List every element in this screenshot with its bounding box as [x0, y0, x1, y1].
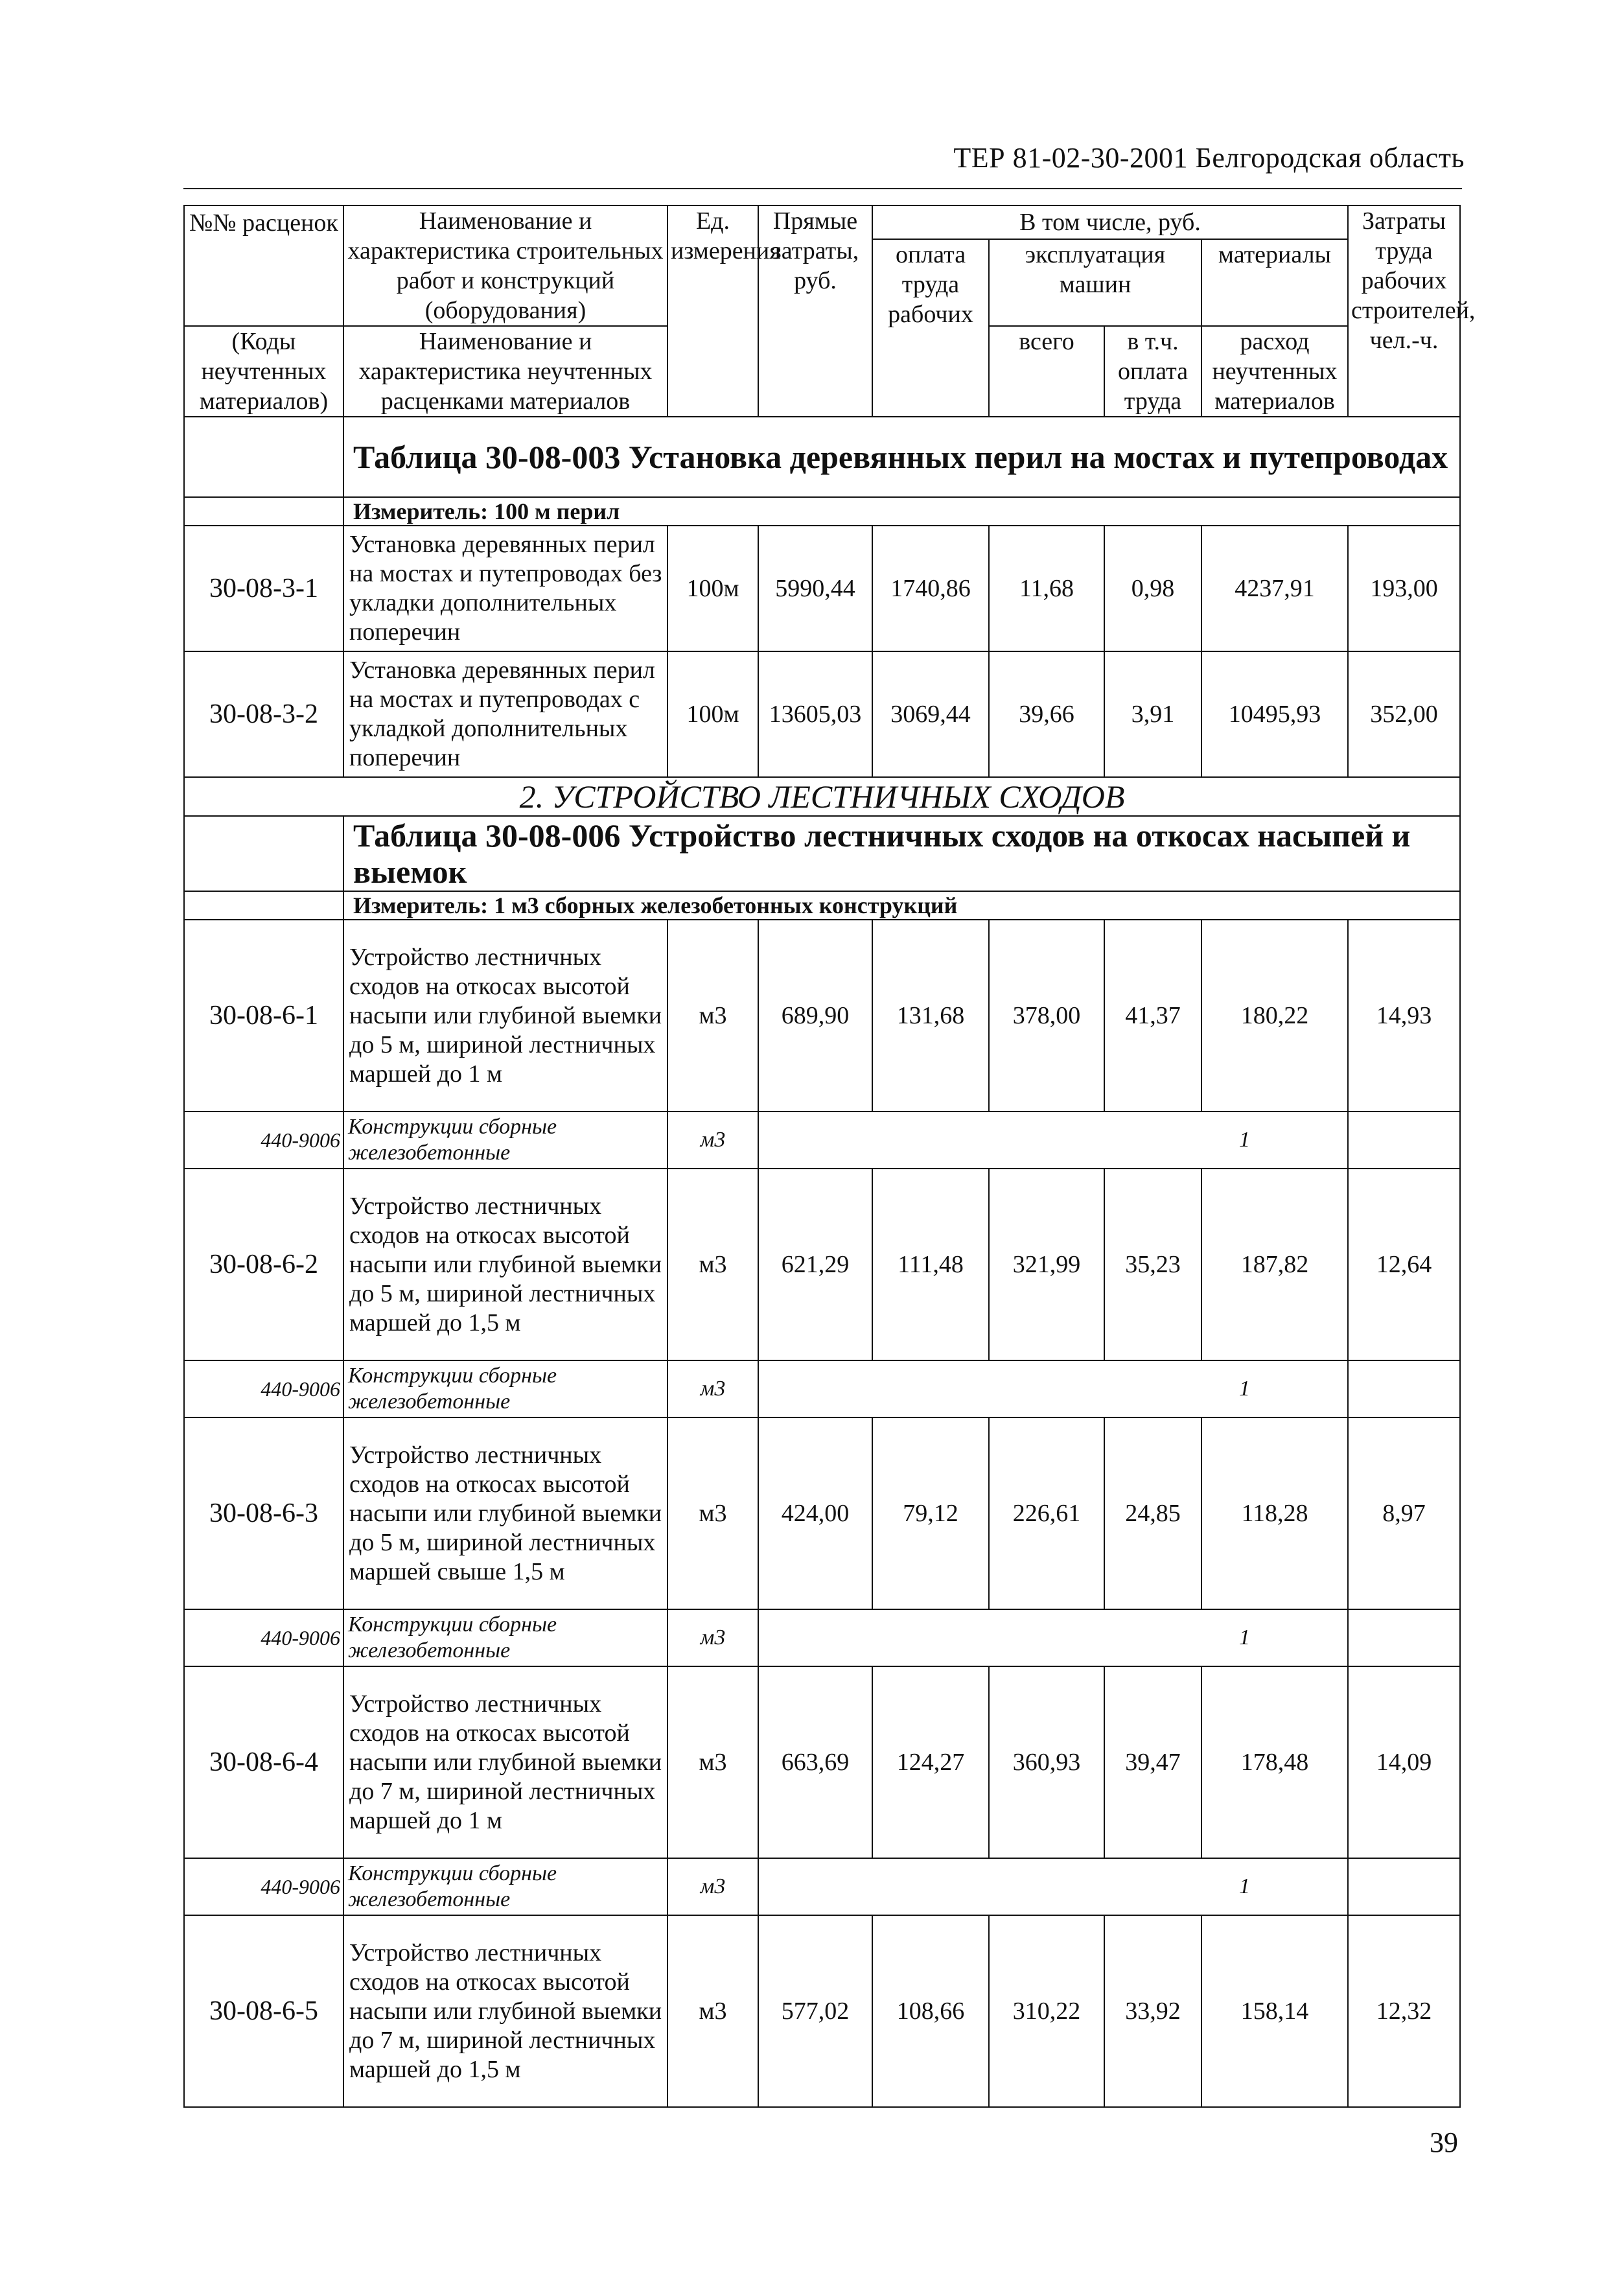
material-unit: м3 [667, 1609, 758, 1666]
col-name-alt-header: Наименование и характеристика неучтенных расценками материалов [343, 326, 667, 417]
section-heading: 2. УСТРОЙСТВО ЛЕСТНИЧНЫХ СХОДОВ [184, 777, 1460, 816]
rate-code: 30-08-3-1 [184, 526, 343, 651]
rate-unit: 100м [667, 526, 758, 651]
rate-code: 30-08-6-4 [184, 1666, 343, 1858]
rate-machines-pay: 41,37 [1104, 920, 1201, 1112]
rate-code: 30-08-6-2 [184, 1169, 343, 1360]
rate-machines: 226,61 [989, 1417, 1104, 1609]
table-row [184, 651, 1460, 777]
col-code-header: №№ расценок [184, 205, 343, 239]
rate-labor: 352,00 [1348, 651, 1460, 777]
rate-machines: 378,00 [989, 920, 1104, 1112]
header-rule [183, 188, 1462, 189]
col-total-header: всего [989, 326, 1104, 417]
rate-labor-pay: 108,66 [872, 1915, 989, 2107]
rate-code: 30-08-6-1 [184, 920, 343, 1112]
rate-materials: 118,28 [1201, 1417, 1348, 1609]
rate-name: Устройство лестничных сходов на откосах высотой насыпи или глубиной выемки до 7 м, шириной лестничных маршей до 1 м [343, 1666, 667, 1858]
rate-machines-pay: 33,92 [1104, 1915, 1201, 2107]
col-unit-header: Ед. измерения [667, 205, 758, 417]
material-code: 440-9006 [184, 1609, 343, 1666]
rate-direct: 689,90 [758, 920, 872, 1112]
rate-machines: 321,99 [989, 1169, 1104, 1360]
rate-materials: 4237,91 [1201, 526, 1348, 651]
material-qty: 1 [758, 1609, 1348, 1666]
rate-code: 30-08-3-2 [184, 651, 343, 777]
rate-machines: 11,68 [989, 526, 1104, 651]
rate-code: 30-08-6-5 [184, 1915, 343, 2107]
rate-code: 30-08-6-3 [184, 1417, 343, 1609]
rate-labor-pay: 3069,44 [872, 651, 989, 777]
rate-unit: м3 [667, 920, 758, 1112]
document-header: ТЕР 81-02-30-2001 Белгородская область [953, 142, 1465, 174]
table-row [184, 1169, 1460, 1360]
rate-unit: м3 [667, 1417, 758, 1609]
rate-materials: 178,48 [1201, 1666, 1348, 1858]
rate-materials: 158,14 [1201, 1915, 1348, 2107]
table-measure: Измеритель: 1 м3 сборных железобетонных конструкций [343, 891, 1460, 920]
rate-labor: 193,00 [1348, 526, 1460, 651]
rate-name: Устройство лестничных сходов на откосах высотой насыпи или глубиной выемки до 5 м, шириной лестничных маршей до 1 м [343, 920, 667, 1112]
col-labor-pay-header: оплата труда рабочих [872, 239, 989, 417]
table-row [184, 526, 1460, 651]
rate-labor-pay: 111,48 [872, 1169, 989, 1360]
rate-direct: 577,02 [758, 1915, 872, 2107]
rate-direct: 424,00 [758, 1417, 872, 1609]
rate-unit: м3 [667, 1666, 758, 1858]
col-machines-header: эксплуатация машин [989, 239, 1201, 326]
rate-name: Устройство лестничных сходов на откосах высотой насыпи или глубиной выемки до 5 м, шириной лестничных маршей до 1,5 м [343, 1169, 667, 1360]
material-unit: м3 [667, 1360, 758, 1417]
table-row [184, 1417, 1460, 1609]
col-incl-header: В том числе, руб. [872, 205, 1348, 239]
rate-labor-pay: 124,27 [872, 1666, 989, 1858]
material-name: Конструкции сборные железобетонные [343, 1858, 667, 1915]
rate-machines-pay: 24,85 [1104, 1417, 1201, 1609]
material-name: Конструкции сборные железобетонные [343, 1360, 667, 1417]
rate-name: Устройство лестничных сходов на откосах высотой насыпи или глубиной выемки до 7 м, шириной лестничных маршей до 1,5 м [343, 1915, 667, 2107]
rate-labor: 8,97 [1348, 1417, 1460, 1609]
col-labor-header: Затраты труда рабочих строителей, чел.-ч. [1348, 205, 1460, 417]
table-row [184, 1666, 1460, 1858]
col-unaccounted-header: расход неучтенных материалов [1201, 326, 1348, 417]
page-number: 39 [1430, 2127, 1458, 2158]
material-qty: 1 [758, 1360, 1348, 1417]
material-code: 440-9006 [184, 1112, 343, 1169]
material-row [184, 1112, 1460, 1169]
rates-table [183, 205, 1476, 2108]
rate-machines-pay: 3,91 [1104, 651, 1201, 777]
material-unit: м3 [667, 1858, 758, 1915]
material-code: 440-9006 [184, 1360, 343, 1417]
rate-machines: 310,22 [989, 1915, 1104, 2107]
rate-name: Установка деревянных перил на мостах и путепроводах без укладки дополнительных поперечин [343, 526, 667, 651]
rate-unit: м3 [667, 1915, 758, 2107]
rate-materials: 180,22 [1201, 920, 1348, 1112]
col-direct-header: Прямые затраты, руб. [758, 205, 872, 417]
table-row [184, 920, 1460, 1112]
material-code: 440-9006 [184, 1858, 343, 1915]
rate-labor: 12,32 [1348, 1915, 1460, 2107]
rate-labor: 14,09 [1348, 1666, 1460, 1858]
rate-labor: 14,93 [1348, 920, 1460, 1112]
material-name: Конструкции сборные железобетонные [343, 1112, 667, 1169]
material-row [184, 1609, 1460, 1666]
table-row [184, 1915, 1460, 2107]
table-title: Таблица 30-08-006 Устройство лестничных сходов на откосах насыпей и выемок [343, 816, 1460, 891]
col-materials-header: материалы [1201, 239, 1348, 326]
col-code-alt-header: (Коды неучтенных материалов) [184, 326, 343, 417]
rate-direct: 5990,44 [758, 526, 872, 651]
rate-name: Устройство лестничных сходов на откосах высотой насыпи или глубиной выемки до 5 м, шириной лестничных маршей свыше 1,5 м [343, 1417, 667, 1609]
material-qty: 1 [758, 1112, 1348, 1169]
rate-direct: 663,69 [758, 1666, 872, 1858]
material-qty: 1 [758, 1858, 1348, 1915]
rate-machines-pay: 35,23 [1104, 1169, 1201, 1360]
rate-name: Установка деревянных перил на мостах и путепроводах с укладкой дополнительных поперечин [343, 651, 667, 777]
col-name-header: Наименование и характеристика строительных работ и конструкций (оборудования) [343, 205, 667, 326]
rate-labor: 12,64 [1348, 1169, 1460, 1360]
rate-unit: 100м [667, 651, 758, 777]
material-name: Конструкции сборные железобетонные [343, 1609, 667, 1666]
rate-materials: 10495,93 [1201, 651, 1348, 777]
rate-materials: 187,82 [1201, 1169, 1348, 1360]
table-title: Таблица 30-08-003 Установка деревянных перил на мостах и путепроводах [343, 417, 1460, 497]
rate-unit: м3 [667, 1169, 758, 1360]
rate-machines: 360,93 [989, 1666, 1104, 1858]
material-row [184, 1360, 1460, 1417]
rate-labor-pay: 1740,86 [872, 526, 989, 651]
rate-direct: 621,29 [758, 1169, 872, 1360]
material-row [184, 1858, 1460, 1915]
rate-labor-pay: 79,12 [872, 1417, 989, 1609]
col-incl-pay-header: в т.ч. оплата труда [1104, 326, 1201, 417]
rate-machines: 39,66 [989, 651, 1104, 777]
rate-labor-pay: 131,68 [872, 920, 989, 1112]
material-unit: м3 [667, 1112, 758, 1169]
rate-machines-pay: 39,47 [1104, 1666, 1201, 1858]
rate-machines-pay: 0,98 [1104, 526, 1201, 651]
rate-direct: 13605,03 [758, 651, 872, 777]
table-measure: Измеритель: 100 м перил [343, 497, 1460, 526]
